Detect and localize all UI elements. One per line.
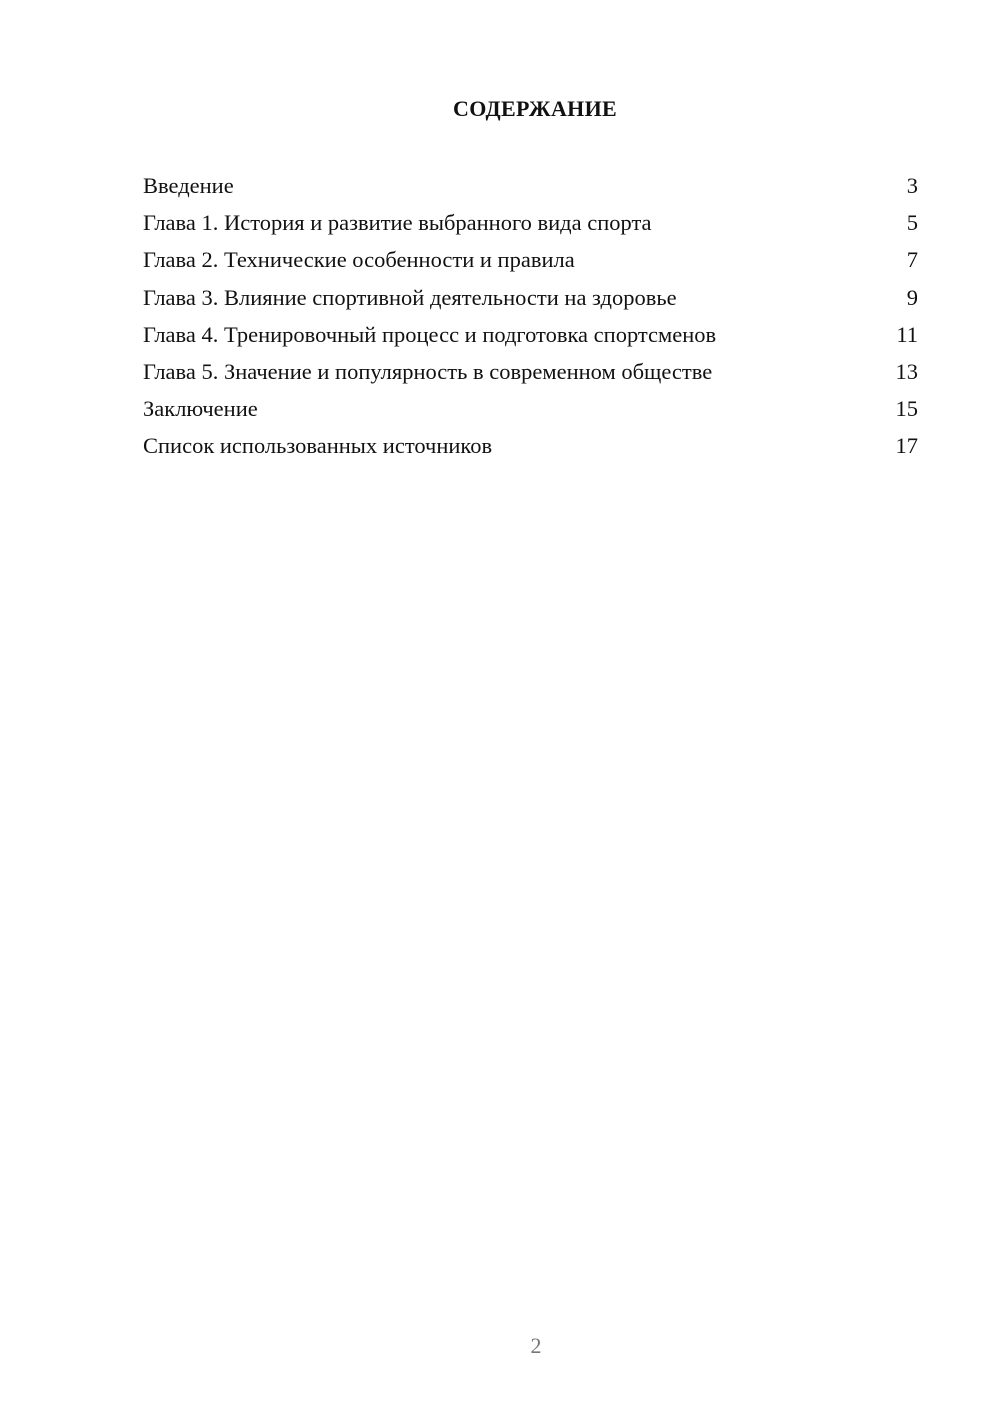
toc-entry-chapter-2 bbox=[143, 241, 918, 278]
toc-entry-title: Глава 1. История и развитие выбранного вида спорта bbox=[143, 210, 652, 236]
toc-entry-title: Глава 3. Влияние спортивной деятельности на здоровье bbox=[143, 284, 677, 310]
toc-entry-title: Введение bbox=[143, 173, 234, 198]
toc-entry-references bbox=[143, 427, 918, 464]
page-number: 2 bbox=[530, 1333, 542, 1358]
toc-entry-introduction bbox=[143, 167, 918, 204]
toc-entry-chapter-3 bbox=[143, 279, 918, 316]
toc-entry-title: Глава 4. Тренировочный процесс и подготовка спортсменов bbox=[143, 321, 717, 347]
toc-entry-page: 11 bbox=[896, 321, 918, 347]
contents-heading: СОДЕРЖАНИЕ bbox=[453, 96, 617, 121]
toc-entry-page: 9 bbox=[906, 284, 918, 310]
toc-entry-page: 3 bbox=[906, 173, 918, 198]
toc-entry-title: Список использованных источников bbox=[143, 433, 493, 459]
toc-entry-page: 15 bbox=[895, 396, 918, 422]
toc-entry-title: Глава 2. Технические особенности и правила bbox=[143, 247, 575, 273]
toc-entry-chapter-1 bbox=[143, 204, 918, 241]
table-of-contents bbox=[143, 167, 918, 465]
toc-entry-page: 7 bbox=[906, 247, 918, 273]
toc-entry-page: 13 bbox=[895, 358, 918, 384]
toc-entry-title: Глава 5. Значение и популярность в современном обществе bbox=[143, 358, 713, 384]
toc-entry-title: Заключение bbox=[143, 396, 258, 422]
toc-entry-chapter-4 bbox=[143, 316, 918, 353]
toc-entry-page: 5 bbox=[906, 210, 918, 236]
toc-entry-conclusion bbox=[143, 390, 918, 427]
toc-entry-chapter-5 bbox=[143, 353, 918, 390]
toc-entry-page: 17 bbox=[895, 433, 918, 459]
